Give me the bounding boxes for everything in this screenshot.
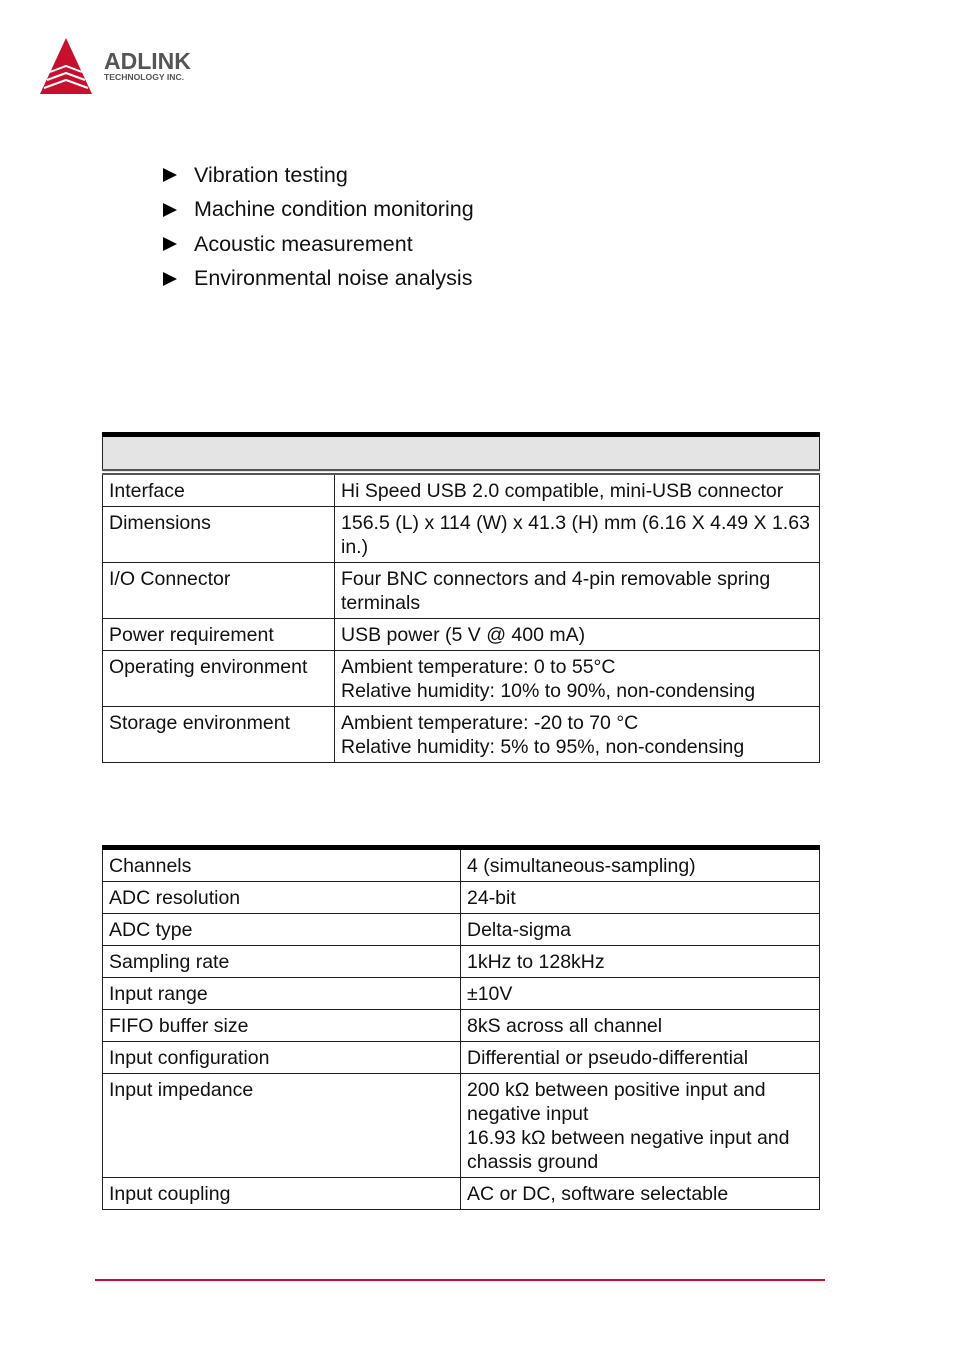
table-row: Interface Hi Speed USB 2.0 compatible, mini-USB connector <box>103 472 820 507</box>
table-row: FIFO buffer size 8kS across all channel <box>103 1010 820 1042</box>
table-row: Input range ±10V <box>103 978 820 1010</box>
application-list <box>160 158 474 296</box>
triangle-bullet-icon <box>163 203 177 217</box>
list-item: Vibration testing <box>160 158 474 193</box>
table-row: Input impedance 200 kΩ between positive input and negative input 16.93 kΩ between negative input and chassis ground <box>103 1074 820 1178</box>
general-specifications-table <box>102 432 820 763</box>
list-item: Environmental noise analysis <box>160 262 474 297</box>
table-row: I/O Connector Four BNC connectors and 4-pin removable spring terminals <box>103 563 820 619</box>
triangle-bullet-icon <box>163 272 177 286</box>
list-item: Acoustic measurement <box>160 227 474 262</box>
table-row: Channels 4 (simultaneous-sampling) <box>103 848 820 882</box>
table-row: Input coupling AC or DC, software selectable <box>103 1178 820 1210</box>
table-row: ADC type Delta-sigma <box>103 914 820 946</box>
list-item: Machine condition monitoring <box>160 193 474 228</box>
table-header-row <box>103 435 820 473</box>
svg-text:TECHNOLOGY INC.: TECHNOLOGY INC. <box>104 72 185 82</box>
footer-divider <box>95 1279 825 1281</box>
svg-text:ADLINK: ADLINK <box>104 48 191 74</box>
table-row: Input configuration Differential or pseudo-differential <box>103 1042 820 1074</box>
table-row: Power requirement USB power (5 V @ 400 mA) <box>103 619 820 651</box>
table-row: Sampling rate 1kHz to 128kHz <box>103 946 820 978</box>
triangle-bullet-icon <box>163 237 177 251</box>
table-row: Storage environment Ambient temperature: -20 to 70 °C Relative humidity: 5% to 95%, non-condensing <box>103 707 820 763</box>
triangle-bullet-icon <box>163 168 177 182</box>
table-row: Dimensions 156.5 (L) x 114 (W) x 41.3 (H) mm (6.16 X 4.49 X 1.63 in.) <box>103 507 820 563</box>
table-row: Operating environment Ambient temperature: 0 to 55°C Relative humidity: 10% to 90%, non-condensing <box>103 651 820 707</box>
analog-input-specifications-table <box>102 845 820 1210</box>
table-row: ADC resolution 24-bit <box>103 882 820 914</box>
adlink-logo <box>38 36 238 100</box>
